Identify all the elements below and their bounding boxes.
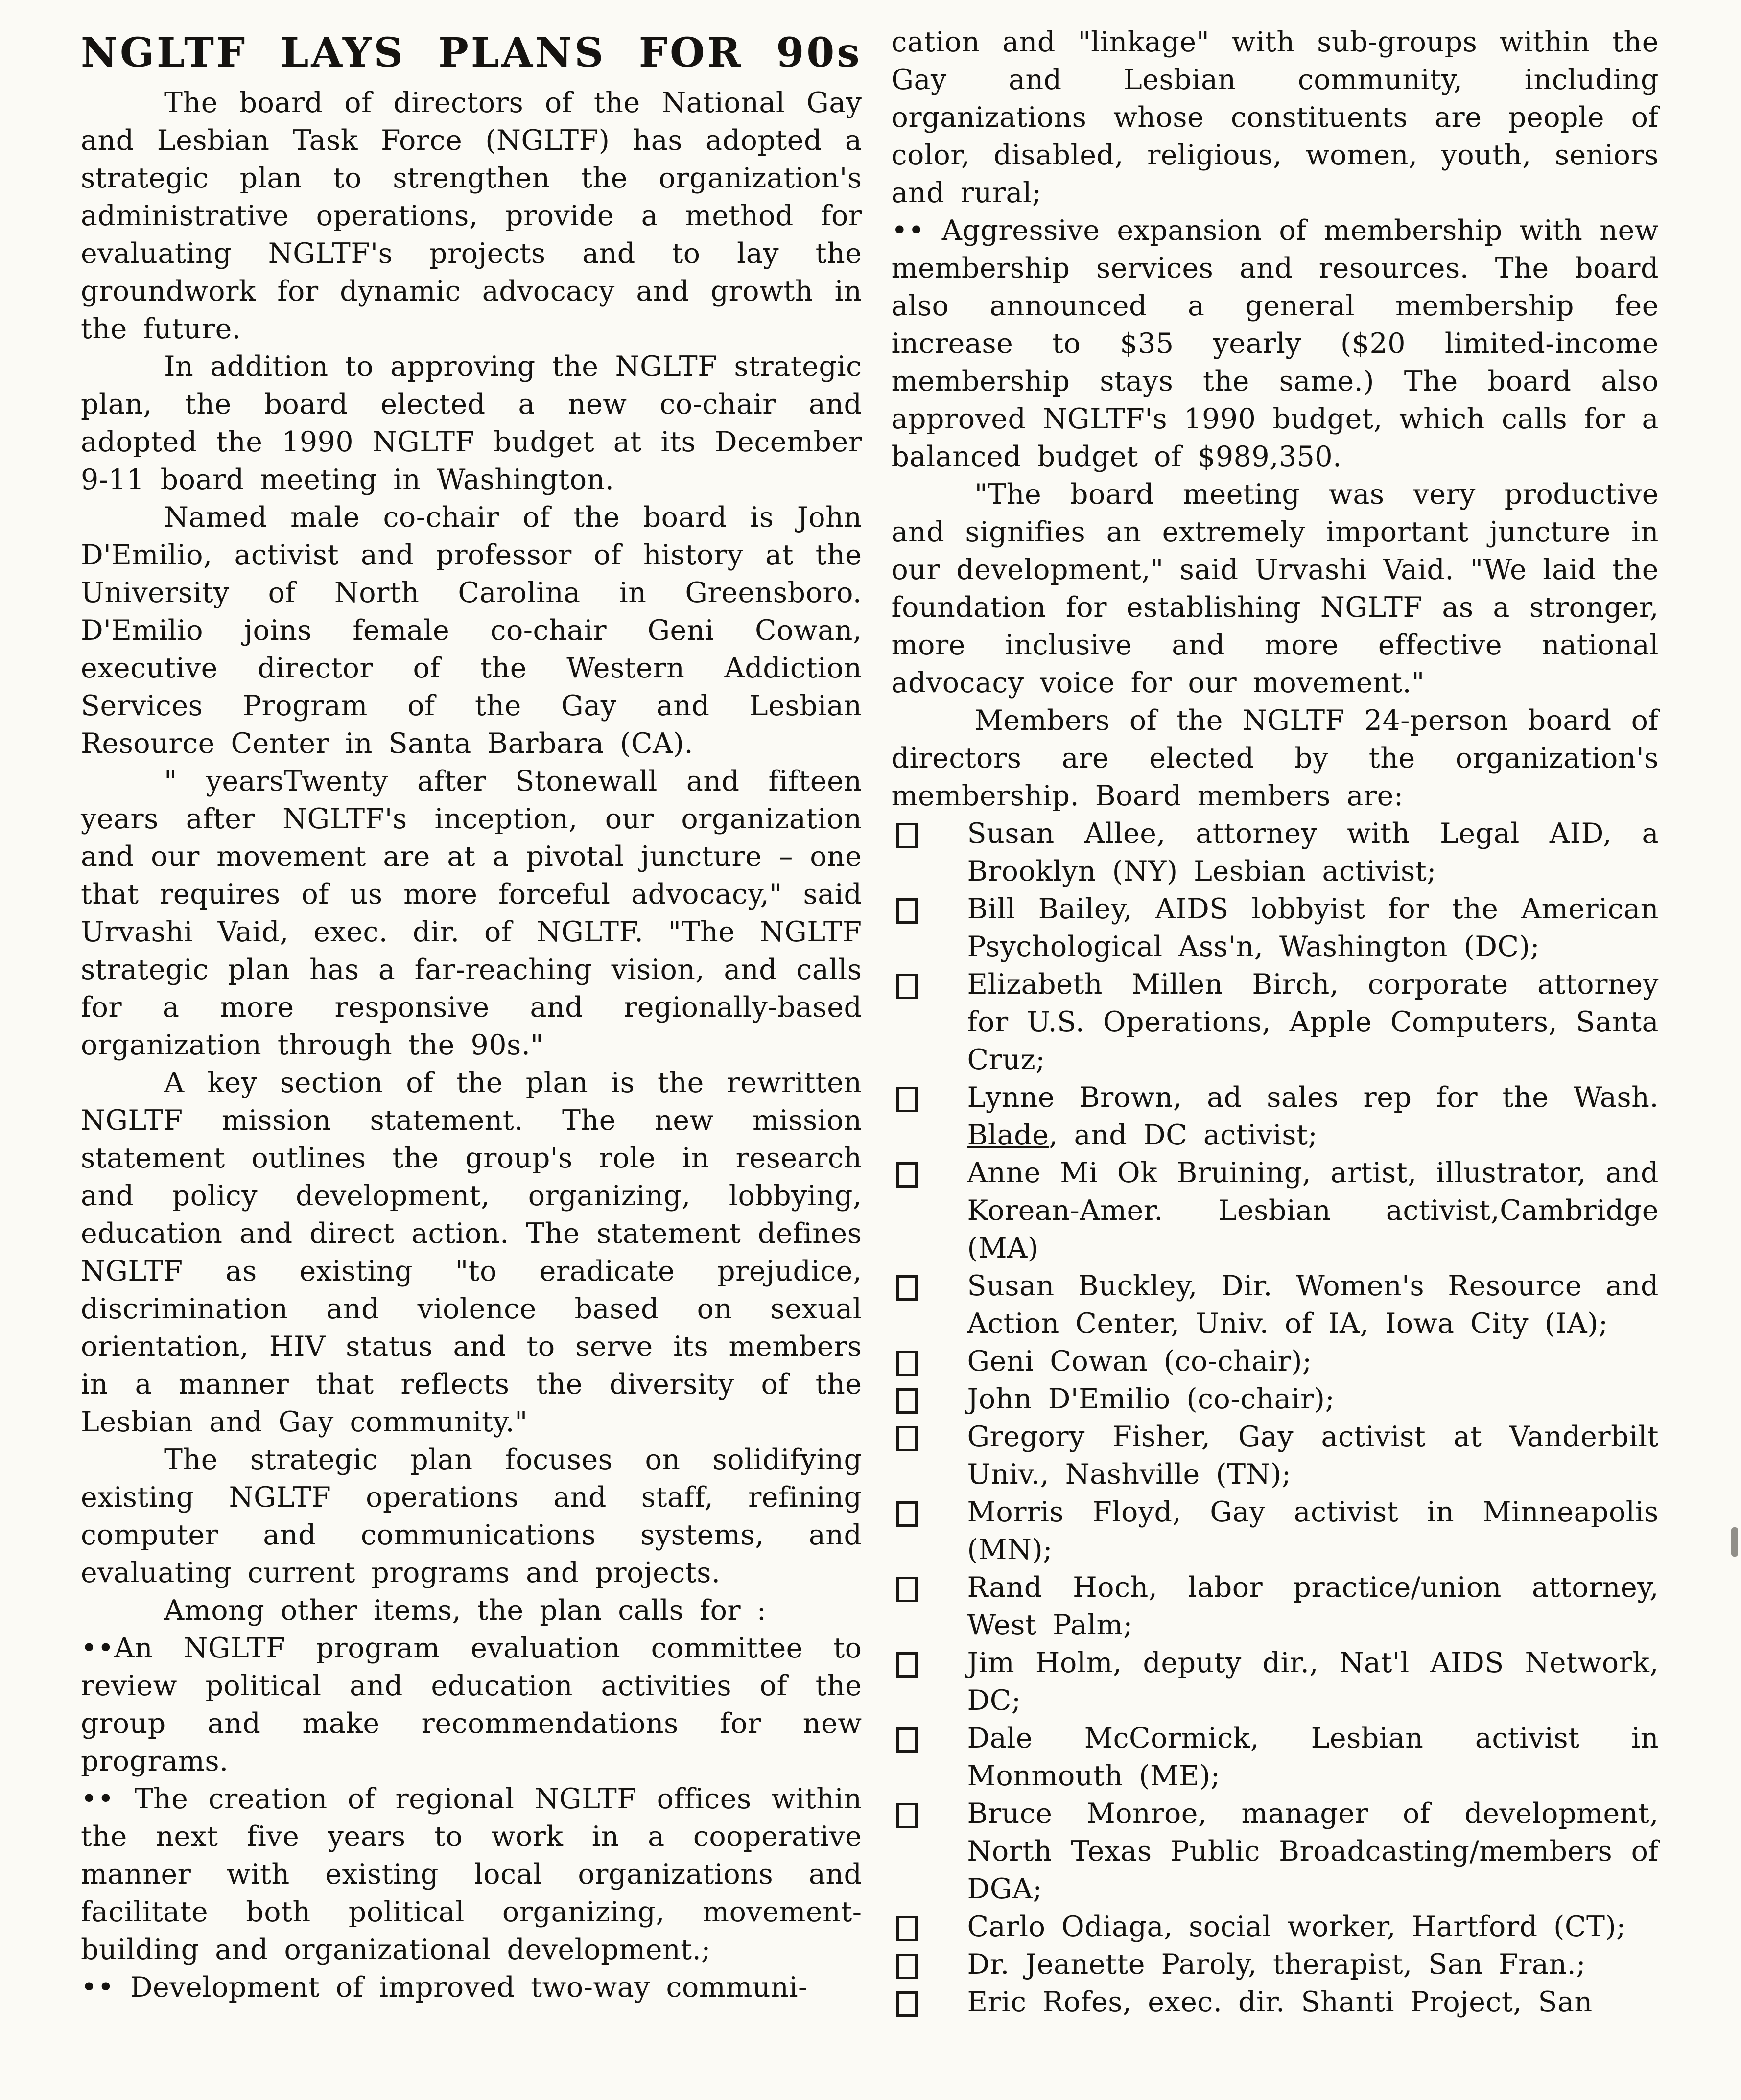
board-member-item	[892, 1154, 1659, 1267]
bullet-item: ••An NGLTF program evaluation committee to review political and education activities of the group and make recommendations for new programs.	[81, 1632, 862, 1777]
square-list-marker-icon	[896, 1954, 918, 1979]
paragraph: In addition to approving the NGLTF strategic plan, the board elected a new co-chair and adopted the 1990 NGLTF budget at its December 9-11 board meeting in Washington.	[81, 350, 862, 496]
square-list-marker-icon	[896, 1991, 918, 2017]
board-member-text: John D'Emilio (co-chair);	[967, 1383, 1335, 1415]
scan-artifact-mark	[1731, 1527, 1738, 1557]
right-column	[892, 23, 1659, 2085]
paragraph: The board of directors of the National Gay and Lesbian Task Force (NGLTF) has adopted a strategic plan to strengthen the organization's administrative operations, provide a method for evaluating NGLTF's projects and to lay the groundwork for dynamic advocacy and growth in the future.	[81, 87, 862, 345]
bullet-item: •• Aggressive expansion of membership with new membership services and resources. The board also announced a general membership fee increase to $35 yearly ($20 limited-income membership stays the same.) The board also approved NGLTF's 1990 budget, which calls for a balanced budget of $989,350.	[891, 214, 1659, 473]
paragraph: " yearsTwenty after Stonewall and fifteen years after NGLTF's inception, our organization and our movement are at a pivotal juncture – one that requires of us more forceful advocacy," said Urvashi Vaid, exec. dir. of NGLTF. "The NGLTF strategic plan has a far-reaching vision, and calls for a more responsive and regionally-based organization through the 90s."	[81, 765, 862, 1061]
board-member-item	[892, 1946, 1659, 1983]
board-member-item	[892, 1908, 1659, 1946]
board-member-item	[892, 1418, 1659, 1493]
paragraph: Members of the NGLTF 24-person board of directors are elected by the organization's membership. Board members are:	[891, 704, 1659, 812]
board-member-text: Bill Bailey, AIDS lobbyist for the American Psychological Ass'n, Washington (DC);	[967, 893, 1659, 963]
square-list-marker-icon	[896, 1727, 918, 1753]
board-member-text: Carlo Odiaga, social worker, Hartford (CT);	[967, 1911, 1626, 1943]
board-member-text: Eric Rofes, exec. dir. Shanti Project, San	[967, 1986, 1593, 2018]
board-member-item	[892, 1267, 1659, 1343]
board-member-item	[892, 1644, 1659, 1720]
board-member-item	[892, 1795, 1659, 1908]
board-member-text: Dale McCormick, Lesbian activist in Monmouth (ME);	[967, 1722, 1659, 1792]
board-member-text: Rand Hoch, labor practice/union attorney, West Palm;	[967, 1571, 1659, 1641]
board-member-item	[892, 890, 1659, 966]
square-list-marker-icon	[896, 1275, 918, 1301]
board-member-text: Dr. Jeanette Paroly, therapist, San Fran.;	[967, 1948, 1586, 1981]
board-member-item	[892, 1569, 1659, 1644]
square-list-marker-icon	[896, 1803, 918, 1828]
square-list-marker-icon	[896, 1388, 918, 1414]
square-list-marker-icon	[896, 1501, 918, 1527]
board-member-text: Jim Holm, deputy dir., Nat'l AIDS Network, DC;	[967, 1647, 1659, 1717]
paragraph: Among other items, the plan calls for :	[164, 1594, 767, 1627]
board-member-text: Bruce Monroe, manager of development, North Texas Public Broadcasting/members of DGA;	[967, 1797, 1659, 1905]
board-member-text: Anne Mi Ok Bruining, artist, illustrator, and Korean-Amer. Lesbian activist,Cambridge (MA)	[967, 1157, 1659, 1264]
board-member-text-underlined: Blade	[967, 1119, 1049, 1151]
board-member-text-post: , and DC activist;	[1049, 1119, 1318, 1151]
square-list-marker-icon	[896, 1652, 918, 1678]
square-list-marker-icon	[896, 1916, 918, 1941]
board-member-text: Susan Allee, attorney with Legal AID, a Brooklyn (NY) Lesbian activist;	[967, 817, 1659, 887]
square-list-marker-icon	[896, 1351, 918, 1376]
board-member-text: Morris Floyd, Gay activist in Minneapolis (MN);	[967, 1496, 1659, 1566]
square-list-marker-icon	[896, 1426, 918, 1451]
square-list-marker-icon	[896, 1162, 918, 1188]
paragraph-continuation: cation and "linkage" with sub-groups within the Gay and Lesbian community, including organizations whose constituents are people of color, disabled, religious, women, youth, seniors and rural;	[891, 26, 1659, 209]
board-member-item	[892, 966, 1659, 1079]
paragraph: Named male co-chair of the board is John D'Emilio, activist and professor of history at the University of North Carolina in Greensboro. D'Emilio joins female co-chair Geni Cowan, executive director of the Western Addiction Services Program of the Gay and Lesbian Resource Center in Santa Barbara (CA).	[81, 501, 862, 760]
left-column	[81, 23, 862, 2085]
board-member-item	[892, 1380, 1659, 1418]
board-member-text: Geni Cowan (co-chair);	[967, 1345, 1312, 1377]
board-member-item	[892, 1493, 1659, 1569]
board-member-text	[967, 1079, 1659, 1154]
square-list-marker-icon	[896, 823, 918, 848]
board-member-text-pre: Lynne Brown, ad sales rep for the Wash.	[967, 1081, 1659, 1114]
board-member-item	[892, 1720, 1659, 1795]
paragraph: "The board meeting was very productive and signifies an extremely important juncture in our development," said Urvashi Vaid. "We laid the foundation for establishing NGLTF as a stronger, more inclusive and more effective national advocacy voice for our movement."	[891, 478, 1659, 699]
board-member-item	[892, 815, 1659, 890]
square-list-marker-icon	[896, 898, 918, 924]
board-member-item	[892, 1343, 1659, 1380]
bullet-item: •• Development of improved two-way communi-	[81, 1971, 808, 2004]
board-member-item	[892, 1983, 1659, 2021]
board-member-item	[892, 1079, 1659, 1154]
bullet-item: •• The creation of regional NGLTF offices within the next five years to work in a cooperative manner with existing local organizations and facilitate both political organizing, movement-building and organizational development.;	[81, 1783, 862, 1966]
board-member-text: Susan Buckley, Dir. Women's Resource and Action Center, Univ. of IA, Iowa City (IA);	[967, 1270, 1659, 1340]
square-list-marker-icon	[896, 1577, 918, 1602]
paragraph: The strategic plan focuses on solidifying existing NGLTF operations and staff, refining computer and communications systems, and evaluating current programs and projects.	[81, 1444, 862, 1589]
board-member-text: Elizabeth Millen Birch, corporate attorney for U.S. Operations, Apple Computers, Santa Cruz;	[967, 968, 1659, 1076]
paragraph: A key section of the plan is the rewritten NGLTF mission statement. The new mission statement outlines the group's role in research and policy development, organizing, lobbying, education and direct action. The statement defines NGLTF as existing "to eradicate prejudice, discrimination and violence based on sexual orientation, HIV status and to serve its members in a manner that reflects the diversity of the Lesbian and Gay community."	[81, 1067, 862, 1438]
square-list-marker-icon	[896, 1087, 918, 1112]
board-member-text: Gregory Fisher, Gay activist at Vanderbilt Univ., Nashville (TN);	[967, 1421, 1659, 1491]
article-title: NGLTF LAYS PLANS FOR 90s	[81, 29, 862, 76]
square-list-marker-icon	[896, 974, 918, 999]
